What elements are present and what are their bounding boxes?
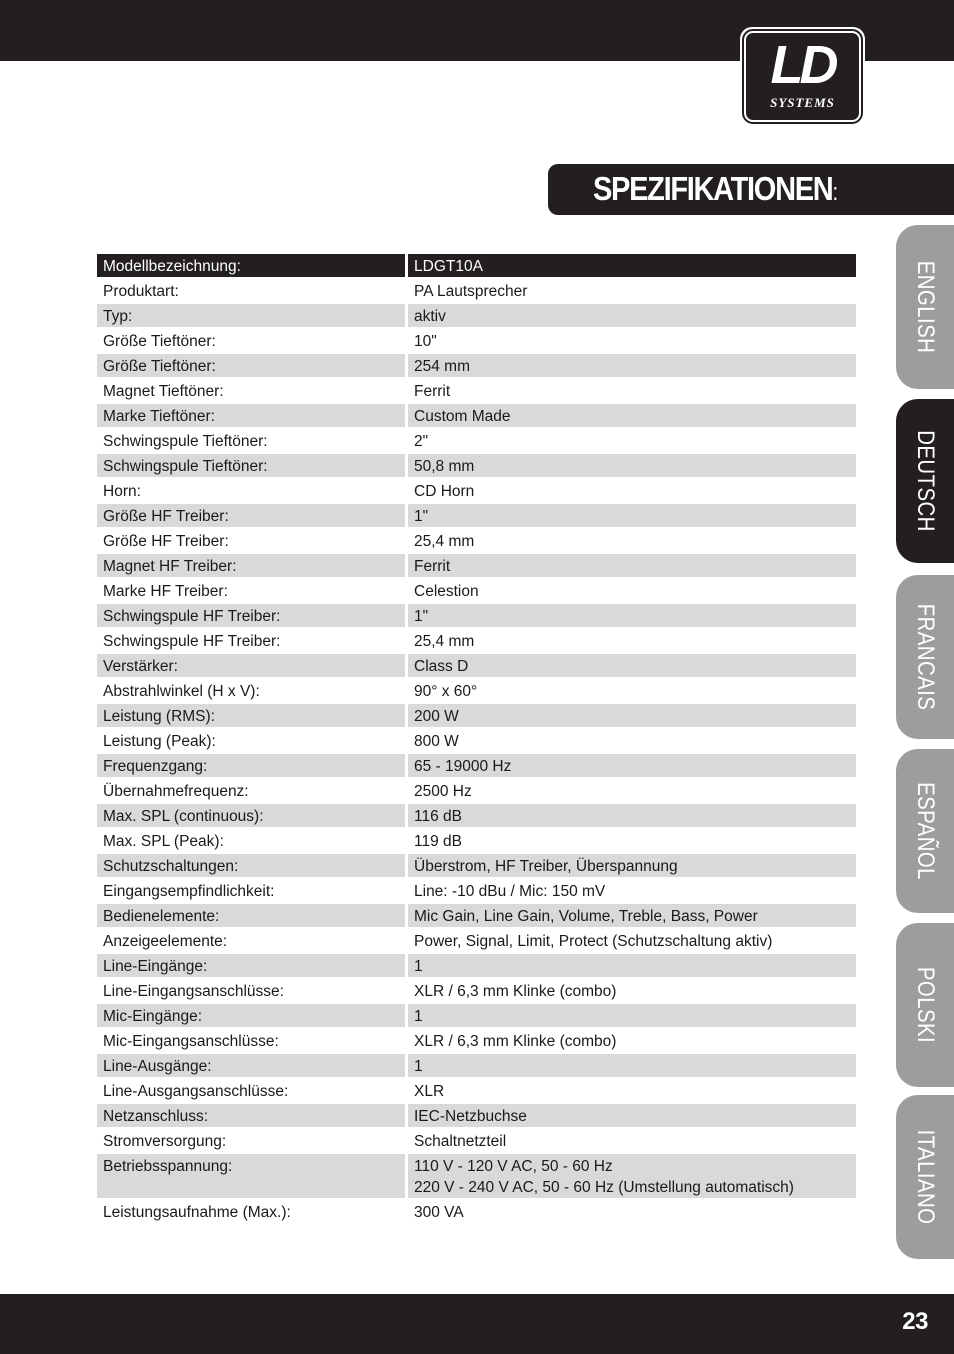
spec-label: Line-Ausgänge: xyxy=(97,1054,408,1079)
table-row xyxy=(97,704,856,729)
spec-label: Max. SPL (continuous): xyxy=(97,804,408,829)
spec-value xyxy=(408,979,856,1004)
spec-value-line: 254 mm xyxy=(414,358,470,375)
table-row xyxy=(97,904,856,929)
spec-value-line: 65 - 19000 Hz xyxy=(414,758,512,775)
spec-label: Bedienelemente: xyxy=(97,904,408,929)
spec-value-line: Mic Gain, Line Gain, Volume, Treble, Bass, Power xyxy=(414,908,758,925)
spec-value xyxy=(408,354,856,379)
language-tab-label: ESPAÑOL xyxy=(912,782,939,880)
table-row xyxy=(97,679,856,704)
table-row xyxy=(97,429,856,454)
spec-value-line: 200 W xyxy=(414,708,459,725)
spec-value-line: 300 VA xyxy=(414,1204,464,1221)
spec-label: Schutzschaltungen: xyxy=(97,854,408,879)
table-row xyxy=(97,1079,856,1104)
spec-value xyxy=(408,579,856,604)
spec-label: Größe Tieftöner: xyxy=(97,329,408,354)
spec-value-line: Line: -10 dBu / Mic: 150 mV xyxy=(414,883,606,900)
spec-label: Magnet Tieftöner: xyxy=(97,379,408,404)
spec-label: Modellbezeichnung: xyxy=(97,254,408,279)
table-row xyxy=(97,954,856,979)
spec-value-line: 116 dB xyxy=(414,808,462,825)
spec-value-line: Überstrom, HF Treiber, Überspannung xyxy=(414,858,678,875)
spec-value-line: Class D xyxy=(414,658,469,675)
spec-value xyxy=(408,404,856,429)
table-row xyxy=(97,529,856,554)
table-row xyxy=(97,629,856,654)
spec-value-line: Ferrit xyxy=(414,383,451,400)
spec-value xyxy=(408,1079,856,1104)
spec-label: Leistung (RMS): xyxy=(97,704,408,729)
spec-value xyxy=(408,304,856,329)
page-title-text: SPEZIFIKATIONEN xyxy=(593,170,833,207)
spec-value-line: 25,4 mm xyxy=(414,533,475,550)
spec-value-line: 2" xyxy=(414,433,429,450)
language-tab-label: DEUTSCH xyxy=(912,430,939,532)
spec-label: Verstärker: xyxy=(97,654,408,679)
table-row xyxy=(97,304,856,329)
spec-value-line: Custom Made xyxy=(414,408,511,425)
spec-value-line: 800 W xyxy=(414,733,459,750)
spec-value-line: XLR xyxy=(414,1083,445,1100)
table-row xyxy=(97,604,856,629)
logo-badge xyxy=(744,31,861,122)
spec-value-line: Power, Signal, Limit, Protect (Schutzschaltung aktiv) xyxy=(414,933,773,950)
spec-value-line: 1 xyxy=(414,958,423,975)
spec-value-line: 220 V - 240 V AC, 50 - 60 Hz (Umstellung automatisch) xyxy=(414,1179,794,1196)
spec-value xyxy=(408,904,856,929)
spec-value xyxy=(408,279,856,304)
spec-value-line: XLR / 6,3 mm Klinke (combo) xyxy=(414,983,617,1000)
table-row xyxy=(97,254,856,279)
logo-wordmark: SYSTEMS xyxy=(770,95,835,110)
language-tab-francais[interactable] xyxy=(896,575,954,739)
spec-value-line: Schaltnetzteil xyxy=(414,1133,507,1150)
table-row xyxy=(97,1154,856,1200)
table-row xyxy=(97,754,856,779)
spec-value-line: IEC-Netzbuchse xyxy=(414,1108,527,1125)
spec-label: Mic-Eingangsanschlüsse: xyxy=(97,1029,408,1054)
table-row xyxy=(97,504,856,529)
section-heading xyxy=(548,164,954,215)
spec-value xyxy=(408,654,856,679)
table-row xyxy=(97,1129,856,1154)
table-row xyxy=(97,804,856,829)
spec-label: Schwingspule Tieftöner: xyxy=(97,429,408,454)
table-row xyxy=(97,779,856,804)
spec-value xyxy=(408,379,856,404)
spec-value xyxy=(408,779,856,804)
spec-value xyxy=(408,754,856,779)
spec-value xyxy=(408,629,856,654)
spec-label: Frequenzgang: xyxy=(97,754,408,779)
spec-value-line: CD Horn xyxy=(414,483,475,500)
spec-value-line: Celestion xyxy=(414,583,479,600)
table-row xyxy=(97,1200,856,1225)
spec-value xyxy=(408,554,856,579)
spec-label: Stromversorgung: xyxy=(97,1129,408,1154)
spec-value xyxy=(408,879,856,904)
spec-label: Schwingspule HF Treiber: xyxy=(97,629,408,654)
spec-value xyxy=(408,454,856,479)
spec-value xyxy=(408,929,856,954)
spec-table-body xyxy=(97,254,856,1225)
spec-value-line: 1 xyxy=(414,1008,423,1025)
spec-value xyxy=(408,729,856,754)
table-row xyxy=(97,879,856,904)
spec-value xyxy=(408,254,856,279)
language-tab-deutsch[interactable] xyxy=(896,399,954,563)
language-tab-label: FRANCAIS xyxy=(912,603,939,711)
spec-value xyxy=(408,679,856,704)
logo-mark: LD xyxy=(770,35,835,95)
spec-value xyxy=(408,1200,856,1225)
spec-table xyxy=(97,254,856,1225)
spec-value xyxy=(408,1129,856,1154)
spec-value xyxy=(408,1029,856,1054)
spec-label: Typ: xyxy=(97,304,408,329)
spec-label: Marke HF Treiber: xyxy=(97,579,408,604)
spec-value xyxy=(408,329,856,354)
spec-value xyxy=(408,854,856,879)
language-tab-español[interactable] xyxy=(896,749,954,913)
spec-value xyxy=(408,804,856,829)
spec-value-line: 2500 Hz xyxy=(414,783,472,800)
spec-label: Abstrahlwinkel (H x V): xyxy=(97,679,408,704)
table-row xyxy=(97,654,856,679)
spec-value-line: aktiv xyxy=(414,308,446,325)
spec-value-line: XLR / 6,3 mm Klinke (combo) xyxy=(414,1033,617,1050)
spec-label: Line-Ausgangsanschlüsse: xyxy=(97,1079,408,1104)
spec-value-line: 119 dB xyxy=(414,833,462,850)
spec-label: Eingangsempfindlichkeit: xyxy=(97,879,408,904)
spec-label: Leistung (Peak): xyxy=(97,729,408,754)
language-tab-english[interactable] xyxy=(896,225,954,389)
spec-label: Schwingspule HF Treiber: xyxy=(97,604,408,629)
spec-label: Leistungsaufnahme (Max.): xyxy=(97,1200,408,1225)
table-row xyxy=(97,554,856,579)
table-row xyxy=(97,729,856,754)
spec-value xyxy=(408,604,856,629)
spec-label: Anzeigeelemente: xyxy=(97,929,408,954)
spec-value-line: 90° x 60° xyxy=(414,683,478,700)
spec-label: Übernahmefrequenz: xyxy=(97,779,408,804)
table-row xyxy=(97,354,856,379)
table-row xyxy=(97,279,856,304)
spec-value xyxy=(408,1104,856,1129)
spec-value-line: 25,4 mm xyxy=(414,633,475,650)
table-row xyxy=(97,1029,856,1054)
table-row xyxy=(97,479,856,504)
spec-value-line: 10" xyxy=(414,333,437,350)
language-tab-label: ENGLISH xyxy=(912,260,939,354)
spec-label: Produktart: xyxy=(97,279,408,304)
language-tab-italiano[interactable] xyxy=(896,1095,954,1259)
language-tab-label: ITALIANO xyxy=(912,1129,939,1225)
bottom-bar xyxy=(0,1294,954,1354)
spec-label: Line-Eingänge: xyxy=(97,954,408,979)
spec-label: Schwingspule Tieftöner: xyxy=(97,454,408,479)
spec-value-line: PA Lautsprecher xyxy=(414,283,528,300)
table-row xyxy=(97,329,856,354)
table-row xyxy=(97,579,856,604)
spec-value-line: 1" xyxy=(414,508,429,525)
spec-label: Mic-Eingänge: xyxy=(97,1004,408,1029)
spec-value-line: 1 xyxy=(414,1058,423,1075)
ld-systems-logo xyxy=(740,27,865,126)
spec-value xyxy=(408,1054,856,1079)
spec-label: Line-Eingangsanschlüsse: xyxy=(97,979,408,1004)
spec-label: Betriebsspannung: xyxy=(97,1154,408,1200)
spec-value-line: 1" xyxy=(414,608,429,625)
page-number: 23 xyxy=(902,1308,928,1335)
table-row xyxy=(97,929,856,954)
page-title-colon: : xyxy=(832,179,839,206)
table-row xyxy=(97,1004,856,1029)
spec-label: Max. SPL (Peak): xyxy=(97,829,408,854)
table-row xyxy=(97,1104,856,1129)
spec-value xyxy=(408,529,856,554)
page-title xyxy=(593,170,838,208)
spec-value xyxy=(408,479,856,504)
spec-value-line: LDGT10A xyxy=(414,258,483,275)
table-row xyxy=(97,854,856,879)
spec-label: Horn: xyxy=(97,479,408,504)
spec-label: Größe Tieftöner: xyxy=(97,354,408,379)
table-row xyxy=(97,1054,856,1079)
table-row xyxy=(97,454,856,479)
spec-label: Größe HF Treiber: xyxy=(97,529,408,554)
spec-label: Magnet HF Treiber: xyxy=(97,554,408,579)
spec-label: Größe HF Treiber: xyxy=(97,504,408,529)
spec-value-line: Ferrit xyxy=(414,558,451,575)
spec-value xyxy=(408,504,856,529)
spec-value-line: 50,8 mm xyxy=(414,458,475,475)
table-row xyxy=(97,404,856,429)
spec-label: Marke Tieftöner: xyxy=(97,404,408,429)
spec-value xyxy=(408,1004,856,1029)
spec-value-line: 110 V - 120 V AC, 50 - 60 Hz xyxy=(414,1158,613,1175)
spec-value xyxy=(408,1154,856,1200)
spec-value xyxy=(408,429,856,454)
spec-value xyxy=(408,954,856,979)
spec-label: Netzanschluss: xyxy=(97,1104,408,1129)
language-tab-polski[interactable] xyxy=(896,923,954,1087)
table-row xyxy=(97,379,856,404)
table-row xyxy=(97,979,856,1004)
language-tab-label: POLSKI xyxy=(912,966,939,1044)
table-row xyxy=(97,829,856,854)
spec-value xyxy=(408,829,856,854)
spec-value xyxy=(408,704,856,729)
